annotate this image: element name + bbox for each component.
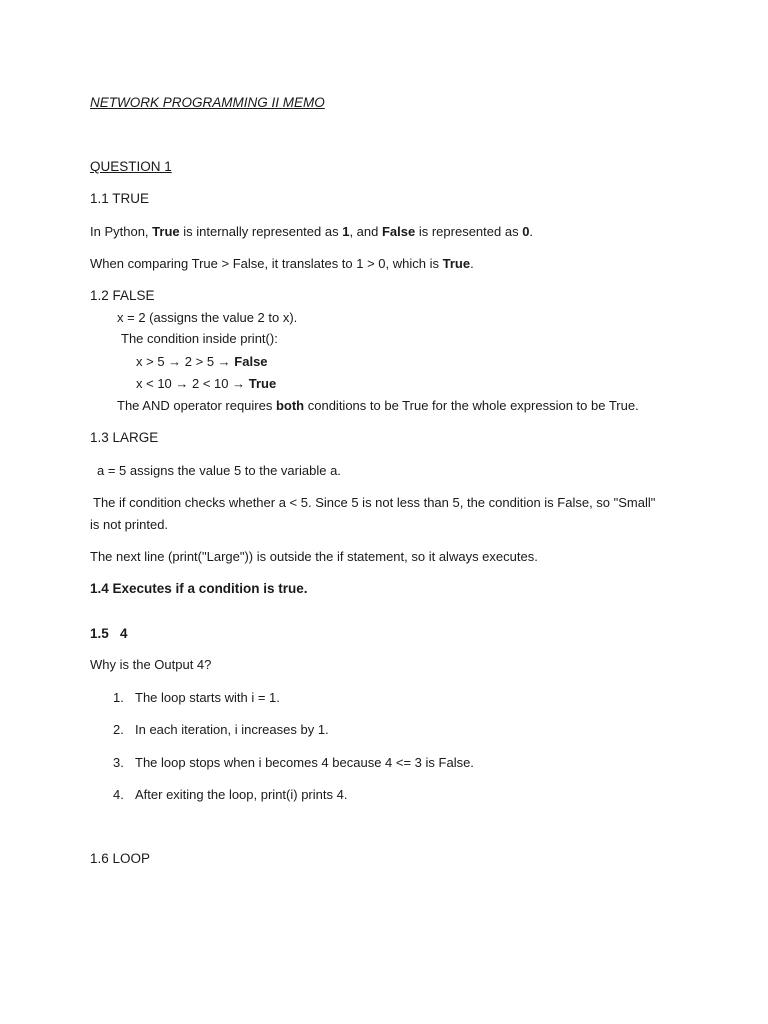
section-1-2-heading: 1.2 FALSE [90,288,155,303]
text-run: . [470,256,474,271]
list-number: 1. [113,690,124,705]
question-heading: QUESTION 1 [90,159,172,174]
text-run: , and [349,224,382,239]
list-text: The loop stops when i becomes 4 because 4 <= 3 is False. [135,755,474,770]
text-run: x > 5 → 2 > 5 → [136,354,235,369]
list-number: 4. [113,787,124,802]
text-run: . [529,224,534,239]
section-1-2-line-4 [136,376,276,392]
section-1-1-paragraph-2 [90,256,474,272]
section-1-3-line-1: a = 5 assigns the value 5 to the variable a. [97,463,341,478]
list-text: After exiting the loop, print(i) prints 4. [135,787,348,802]
list-text: In each iteration, i increases by 1. [135,722,329,737]
section-1-2-line-2: The condition inside print(): [121,331,278,346]
section-1-3-heading: 1.3 LARGE [90,430,159,445]
text-run: conditions to be True for the whole expression to be True. [304,398,639,413]
section-1-2-line-5 [117,398,639,414]
text-run: is internally represented as [179,224,343,239]
text-run-bold: both [275,398,305,413]
text-run: The AND operator requires [117,398,276,413]
section-1-3-line-2-cont: is not printed. [90,517,169,532]
section-1-5-intro: Why is the Output 4? [90,657,212,672]
text-run: When comparing True > False, it translates to 1 > 0, which is [90,256,443,271]
text-run-bold: True [152,224,180,239]
text-run: x < 10 → 2 < 10 → [136,376,249,391]
section-1-5-heading: 1.5 4 [90,626,128,641]
section-1-3-line-3: The next line (print("Large")) is outside the if statement, so it always executes. [90,549,538,564]
section-1-4-heading: 1.4 Executes if a condition is true. [90,581,308,596]
section-1-1-heading: 1.1 TRUE [90,191,150,206]
list-text: The loop starts with i = 1. [135,690,280,705]
list-number: 2. [113,722,124,737]
text-run: is represented as [415,224,523,239]
text-run-bold: True [248,376,277,391]
text-run: In Python, [90,224,153,239]
list-number: 3. [113,755,124,770]
section-1-6-heading: 1.6 LOOP [90,851,151,866]
text-run-bold: False [234,354,268,369]
section-1-2-line-1: x = 2 (assigns the value 2 to x). [117,310,298,325]
section-1-1-paragraph-1 [90,224,533,240]
text-run-bold: False [381,224,416,239]
section-1-2-line-3 [136,354,268,370]
document-title: NETWORK PROGRAMMING II MEMO [90,95,325,110]
text-run-bold: True [442,256,471,271]
section-1-3-line-2: The if condition checks whether a < 5. Since 5 is not less than 5, the condition is False, so "Small" [93,495,656,510]
text-run-bold: 1 [342,224,350,239]
text-run-bold: 0 [522,224,530,239]
